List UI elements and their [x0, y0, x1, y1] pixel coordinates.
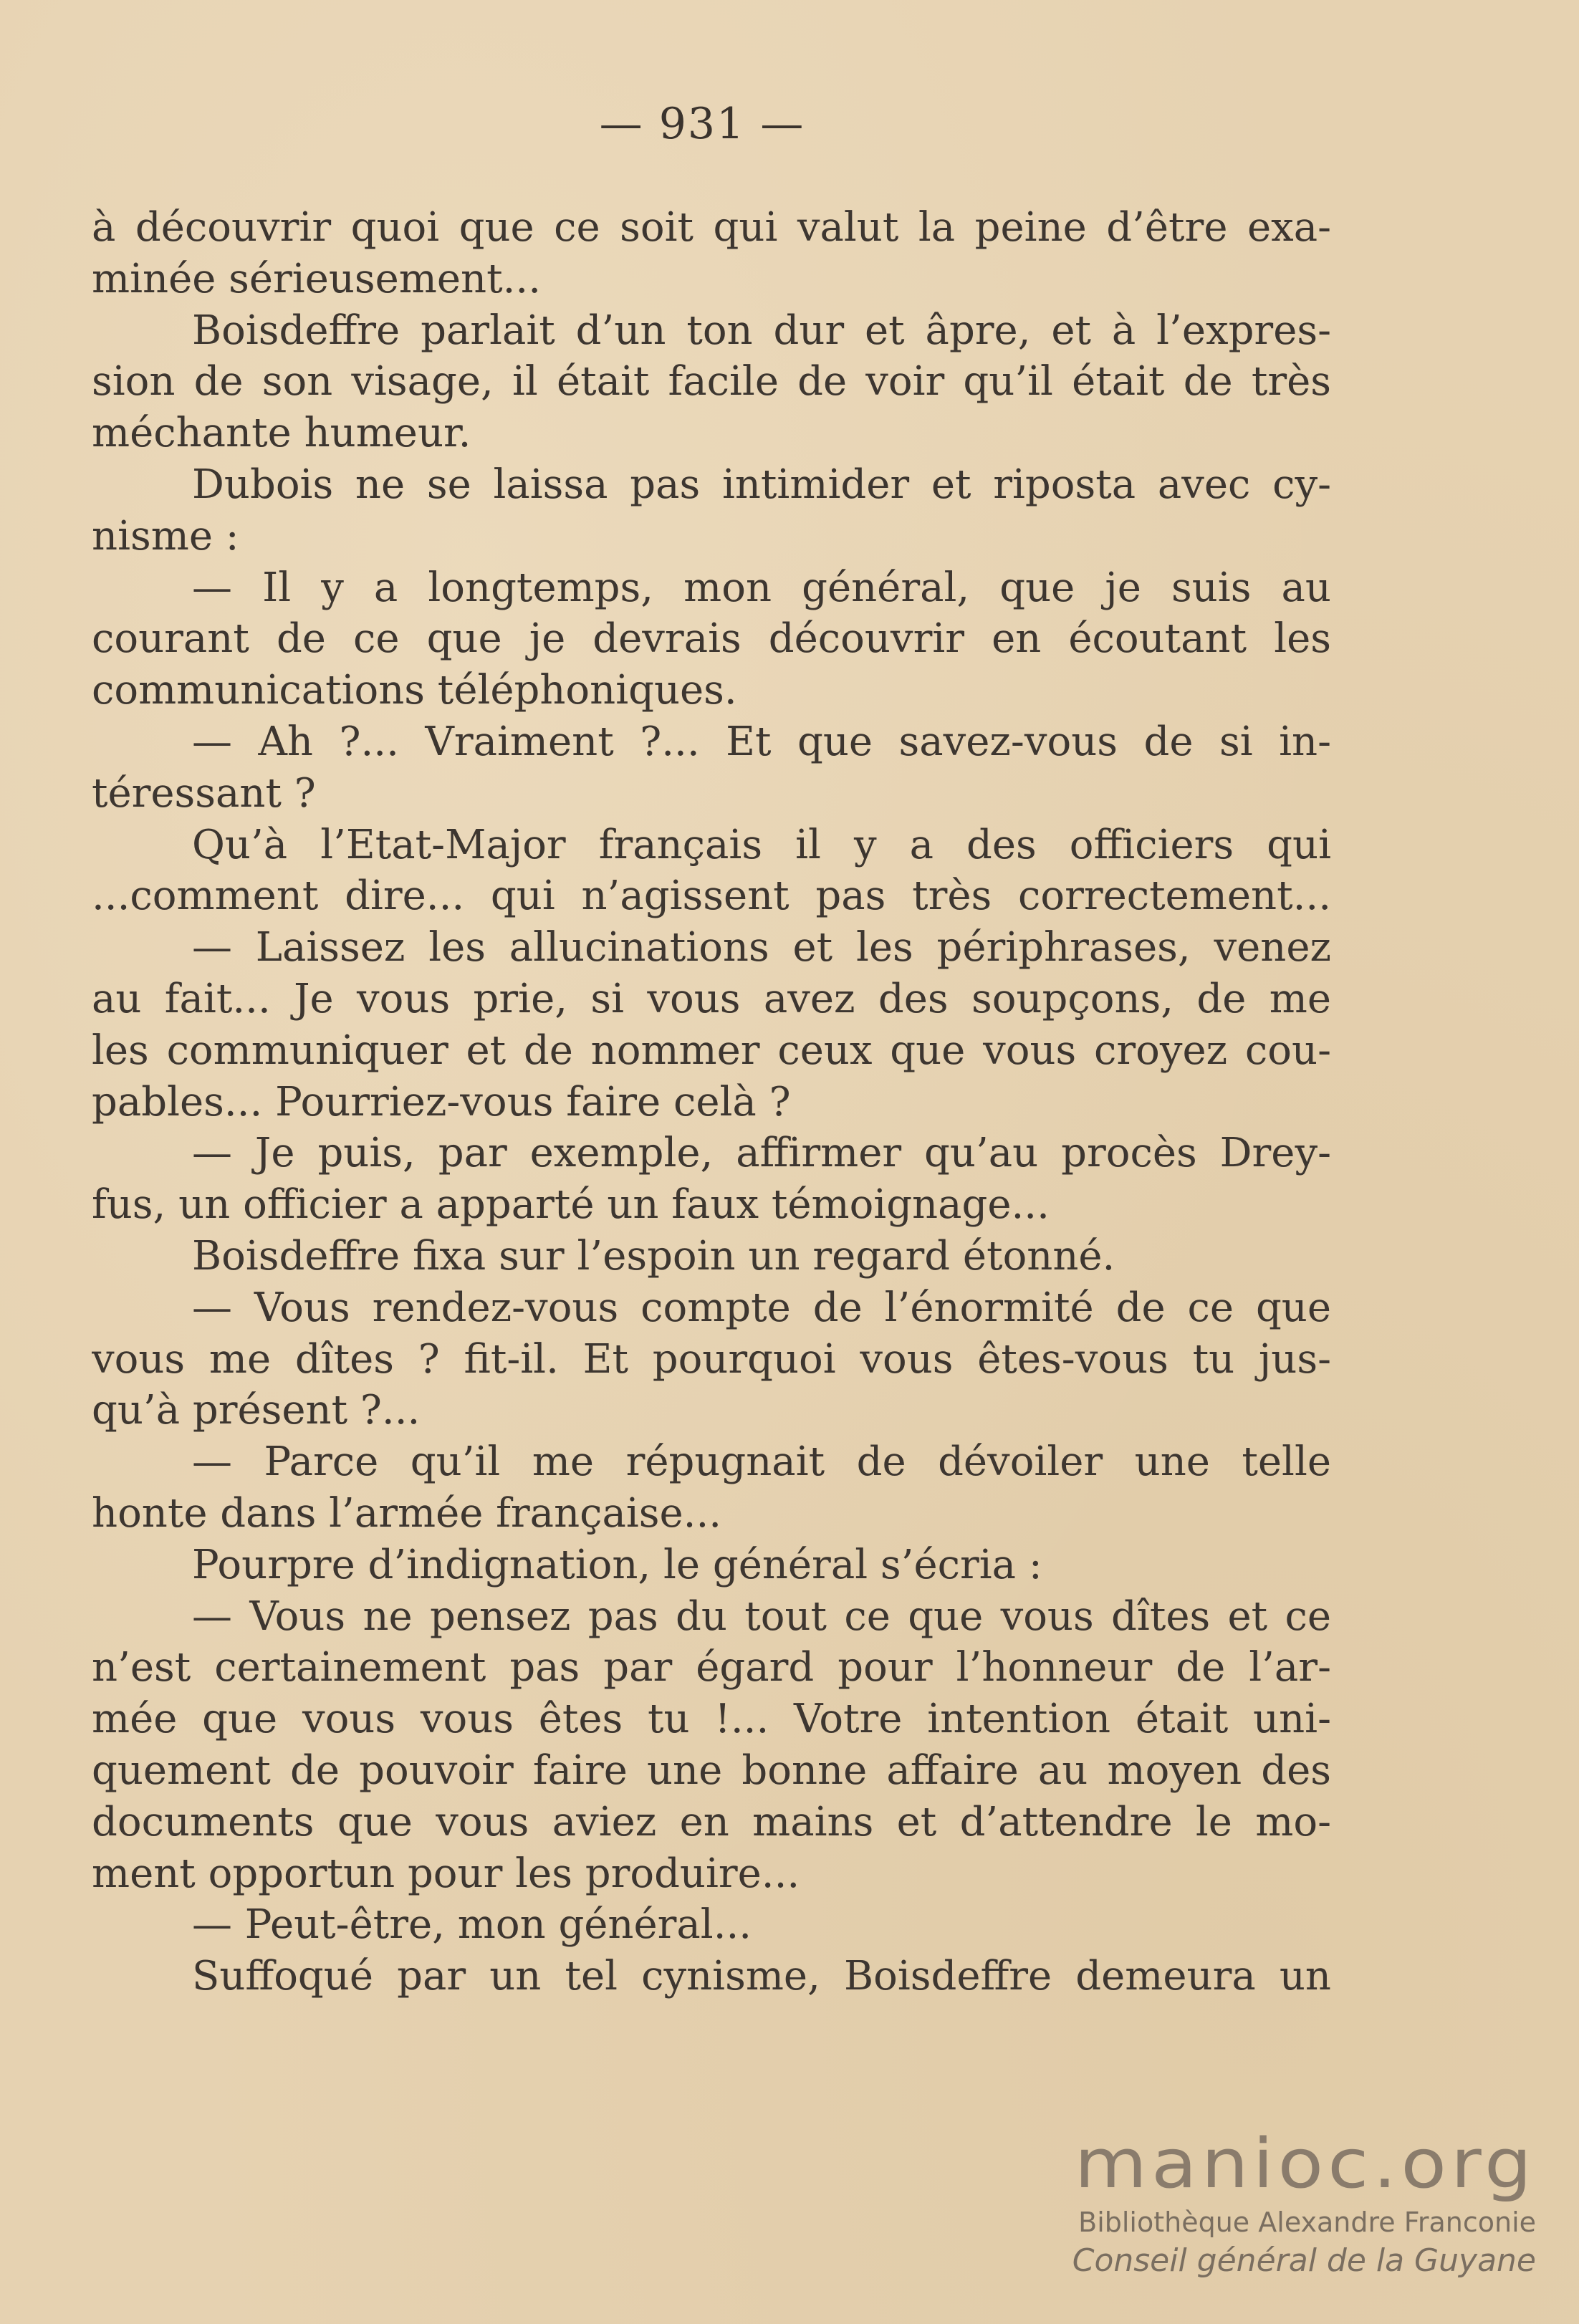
text-line: — Parce qu’il me répugnait de dévoiler une telle — [192, 1439, 1331, 1486]
text-line: — Laissez les allucinations et les périphrases, venez — [192, 924, 1331, 971]
text-line: qu’à présent ?... — [92, 1387, 421, 1434]
text-line: sion de son visage, il était facile de voir qu’il était de très — [92, 358, 1331, 405]
text-line: minée sérieusement... — [92, 255, 542, 302]
text-line: Boisdeffre parlait d’un ton dur et âpre, et à l’expres- — [192, 307, 1331, 354]
page-number: — 931 — — [599, 99, 805, 149]
text-line: nisme : — [92, 512, 239, 560]
text-line: n’est certainement pas par égard pour l’honneur de l’ar- — [92, 1644, 1331, 1691]
text-line: courant de ce que je devrais découvrir en écoutant les — [92, 615, 1331, 663]
text-line: fus, un officier a apparté un faux témoignage... — [92, 1181, 1050, 1229]
text-line: documents que vous aviez en mains et d’attendre le mo- — [92, 1798, 1331, 1845]
text-line: Pourpre d’indignation, le général s’écria : — [192, 1541, 1042, 1588]
text-line: — Vous ne pensez pas du tout ce que vous dîtes et ce — [192, 1593, 1331, 1640]
text-line: honte dans l’armée française... — [92, 1489, 722, 1537]
text-line: — Vous rendez-vous compte de l’énormité de ce que — [192, 1284, 1331, 1331]
text-line: les communiquer et de nommer ceux que vous croyez cou- — [92, 1027, 1331, 1074]
text-line: ...comment dire... qui n’agissent pas très correctement... — [92, 873, 1331, 920]
text-line: communications téléphoniques. — [92, 667, 737, 714]
text-line: à découvrir quoi que ce soit qui valut la peine d’être exa- — [92, 204, 1331, 251]
text-line: Boisdeffre fixa sur l’espoin un regard étonné. — [192, 1232, 1115, 1279]
text-line: — Je puis, par exemple, affirmer qu’au procès Drey- — [192, 1130, 1331, 1177]
text-line: Qu’à l’Etat-Major français il y a des officiers qui — [192, 821, 1331, 868]
text-line: — Peut-être, mon général... — [192, 1901, 752, 1949]
library-name: Bibliothèque Alexandre Franconie — [1078, 2207, 1536, 2238]
text-line: Suffoqué par un tel cynisme, Boisdeffre demeura un — [192, 1953, 1331, 2000]
text-line: vous me dîtes ? fit-il. Et pourquoi vous êtes-vous tu jus- — [92, 1335, 1331, 1383]
text-line: pables... Pourriez-vous faire celà ? — [92, 1078, 791, 1125]
manioc-watermark — [1035, 2124, 1536, 2282]
council-name: Conseil général de la Guyane — [1072, 2242, 1536, 2279]
text-line: — Il y a longtemps, mon général, que je suis au — [192, 564, 1331, 611]
body-text — [92, 202, 1331, 2002]
text-line: méchante humeur. — [92, 410, 471, 457]
text-line: Dubois ne se laissa pas intimider et riposta avec cy- — [192, 461, 1331, 508]
text-line: mée que vous vous êtes tu !... Votre intention était uni- — [92, 1696, 1331, 1743]
text-line: téressant ? — [92, 769, 316, 817]
text-line: — Ah ?... Vraiment ?... Et que savez-vous de si in- — [192, 718, 1331, 765]
text-line: au fait... Je vous prie, si vous avez des soupçons, de me — [92, 975, 1331, 1022]
manioc-logo: manioc.org — [1074, 2123, 1536, 2204]
text-line: ment opportun pour les produire... — [92, 1850, 800, 1897]
text-line: quement de pouvoir faire une bonne affaire au moyen des — [92, 1747, 1331, 1794]
